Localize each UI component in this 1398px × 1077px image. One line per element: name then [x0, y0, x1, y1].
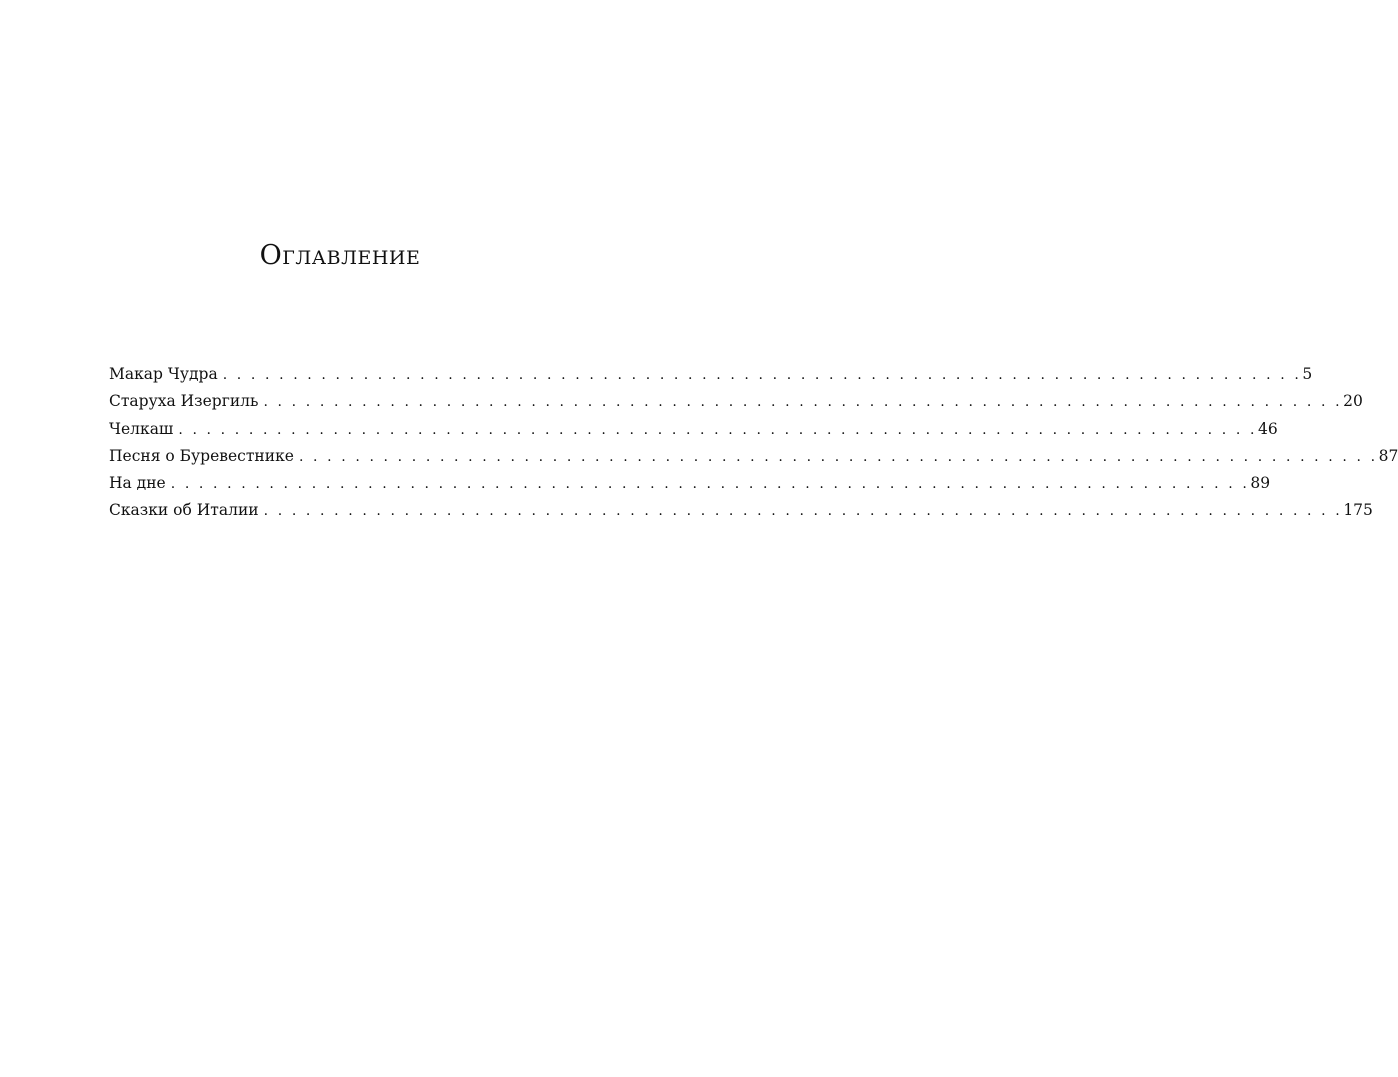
toc-title: Оглавление — [259, 240, 421, 271]
toc-entry-page: 46 — [1258, 419, 1278, 438]
toc-entry-title: Сказки об Италии — [109, 501, 259, 520]
toc-entry[interactable] — [109, 443, 1398, 470]
toc-entry-title: Песня о Буревестнике — [109, 446, 294, 465]
toc-entry[interactable] — [109, 416, 1278, 443]
toc-entry[interactable] — [109, 470, 1271, 497]
toc-list — [109, 361, 1398, 525]
toc-entry[interactable] — [109, 361, 1313, 388]
toc-entry-page: 175 — [1343, 501, 1373, 520]
toc-entry-page: 89 — [1250, 474, 1271, 493]
toc-entry-title: Макар Чудра — [109, 365, 218, 383]
toc-entry-title: Челкаш — [109, 419, 174, 438]
toc-entry[interactable] — [109, 497, 1373, 524]
toc-entry-page: 20 — [1343, 392, 1363, 411]
toc-entry-title: Старуха Изергиль — [109, 392, 259, 411]
dot-leader: . . . . . . . . . . . . . . . . . . . . . . . . . . . . . . . . . . . . . . . . . . . . . . . . . . . . . . . . . . . . . . . . . . . . . . . . . . . . . — [298, 448, 1378, 465]
dot-leader: . . . . . . . . . . . . . . . . . . . . . . . . . . . . . . . . . . . . . . . . . . . . . . . . . . . . . . . . . . . . . . . . . . . . . . . . . . . . . — [263, 503, 1343, 520]
dot-leader: . . . . . . . . . . . . . . . . . . . . . . . . . . . . . . . . . . . . . . . . . . . . . . . . . . . . . . . . . . . . . . . . . . . . . . . . . . . . . — [263, 394, 1343, 411]
dot-leader: . . . . . . . . . . . . . . . . . . . . . . . . . . . . . . . . . . . . . . . . . . . . . . . . . . . . . . . . . . . . . . . . . . . . . . . . . . . . . — [170, 476, 1250, 493]
dot-leader: . . . . . . . . . . . . . . . . . . . . . . . . . . . . . . . . . . . . . . . . . . . . . . . . . . . . . . . . . . . . . . . . . . . . . . . . . . . . . — [178, 421, 1258, 438]
dot-leader: . . . . . . . . . . . . . . . . . . . . . . . . . . . . . . . . . . . . . . . . . . . . . . . . . . . . . . . . . . . . . . . . . . . . . . . . . . . . . — [222, 367, 1302, 383]
toc-entry-page: 87 — [1378, 446, 1398, 465]
toc-entry[interactable] — [109, 388, 1363, 415]
toc-entry-title: На дне — [109, 474, 166, 493]
toc-entry-page: 5 — [1302, 365, 1313, 383]
